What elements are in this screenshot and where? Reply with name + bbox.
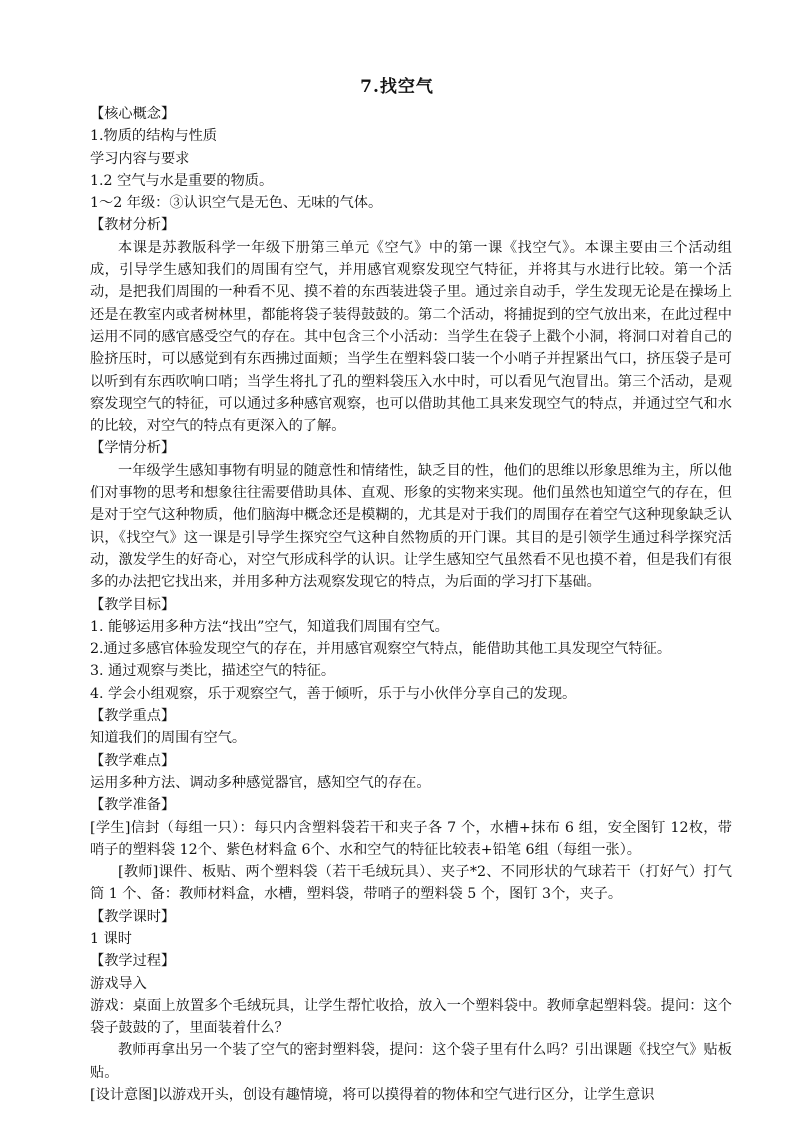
paragraph: 学习内容与要求 [90, 150, 190, 167]
section-heading: 【教材分析】 [90, 217, 176, 234]
page-title: 7.找空气 [360, 77, 434, 97]
paragraph: [学生]信封（每组一只）：每只内含塑料袋若干和夹子各 7 个，水槽+抹布 6 组，安全图钉 12枚，带哨子的塑料袋 12个、紫色材料盒 6个、水和空气的特征比较表+铅笔 6组（每组一张）。 [90, 819, 732, 858]
goal-item: 1. 能够运用多种方法“找出”空气，知道我们周围有空气。 [90, 618, 449, 635]
paragraph: [教师]课件、板贴、两个塑料袋（若干毛绒玩具）、夹子*2、不同形状的气球若干（打好气）打气筒 1 个、备：教师材料盒，水槽，塑料袋，带哨子的塑料袋 5 个，图钉 3个，夹子。 [90, 864, 732, 903]
section-heading: 【教学课时】 [90, 908, 176, 925]
paragraph: 1～2 年级：③认识空气是无色、无味的气体。 [90, 195, 383, 212]
section-heading: 【教学难点】 [90, 752, 176, 769]
paragraph: 一年级学生感知事物有明显的随意性和情绪性，缺乏目的性，他们的思维以形象思维为主，所以他们对事物的思考和想象往往需要借助具体、直观、形象的实物来实现。他们虽然也知道空气的存在，但是对于空气这种物质，他们脑海中概念还是模糊的，尤其是对于我们的周围存在着空气这种现象缺乏认识，《找空气》这一课是引导学生探究空气这种自然物质的开门课。其目的是引领学生通过科学探究活动，激发学生的好奇心，对空气形成科学的认识。让学生感知空气虽然看不见也摸不着，但是我们有很多的办法把它找出来，并用多种方法观察发现它的特点，为后面的学习打下基础。 [90, 462, 732, 591]
paragraph: 1.物质的结构与性质 [90, 128, 218, 145]
paragraph: 本课是苏教版科学一年级下册第三单元《空气》中的第一课《找空气》。本课主要由三个活动组成，引导学生感知我们的周围有空气，并用感官观察发现空气特征，并将其与水进行比较。第一个活动，是把我们周围的一种看不见、摸不着的东西装进袋子里。通过亲自动手，学生发现无论是在操场上还是在教室内或者树林里，都能将袋子装得鼓鼓的。第二个活动，将捕捉到的空气放出来，在此过程中运用不同的感官感受空气的存在。其中包含三个小活动：当学生在袋子上戳个小洞，将洞口对着自己的脸挤压时，可以感觉到有东西拂过面颊；当学生在塑料袋口装一个小哨子并捏紧出气口，挤压袋子是可以听到有东西吹响口哨；当学生将扎了孔的塑料袋压入水中时，可以看见气泡冒出。第三个活动，是观察发现空气的特征，可以通过多种感官观察，也可以借助其他工具来发现空气的特点，并通过空气和水的比较，对空气的特点有更深入的了解。 [90, 239, 732, 435]
document-body [90, 103, 732, 1106]
section-heading: 【教学过程】 [90, 953, 176, 970]
paragraph: 游戏导入 [90, 975, 147, 992]
paragraph: 1.2 空气与水是重要的物质。 [90, 172, 274, 189]
paragraph: 1 课时 [90, 930, 132, 947]
paragraph: 知道我们的周围有空气。 [90, 730, 247, 747]
goal-item: 2.通过多感官体验发现空气的存在，并用感官观察空气特点，能借助其他工具发现空气特征。 [90, 641, 672, 658]
paragraph: 游戏：桌面上放置多个毛绒玩具，让学生帮忙收拾，放入一个塑料袋中。教师拿起塑料袋。提问：这个袋子鼓鼓的了，里面装着什么？ [90, 997, 732, 1037]
design-intent-paragraph: [设计意图]以游戏开头，创设有趣情境，将可以摸得着的物体和空气进行区分，让学生意识 [90, 1087, 655, 1104]
section-heading: 【教学准备】 [90, 797, 176, 814]
section-heading: 【学情分析】 [90, 440, 176, 457]
paragraph: 教师再拿出另一个装了空气的密封塑料袋，提问：这个袋子里有什么吗？引出课题《找空气》贴板贴。 [90, 1042, 732, 1081]
section-heading: 【教学重点】 [90, 708, 176, 725]
section-heading: 【核心概念】 [90, 106, 176, 122]
section-heading: 【教学目标】 [90, 596, 176, 613]
paragraph: 运用多种方法、调动多种感觉器官，感知空气的存在。 [90, 774, 431, 791]
goal-item: 3. 通过观察与类比，描述空气的特征。 [90, 663, 336, 680]
goal-item: 4. 学会小组观察，乐于观察空气，善于倾听，乐于与小伙伴分享自己的发现。 [90, 685, 577, 702]
